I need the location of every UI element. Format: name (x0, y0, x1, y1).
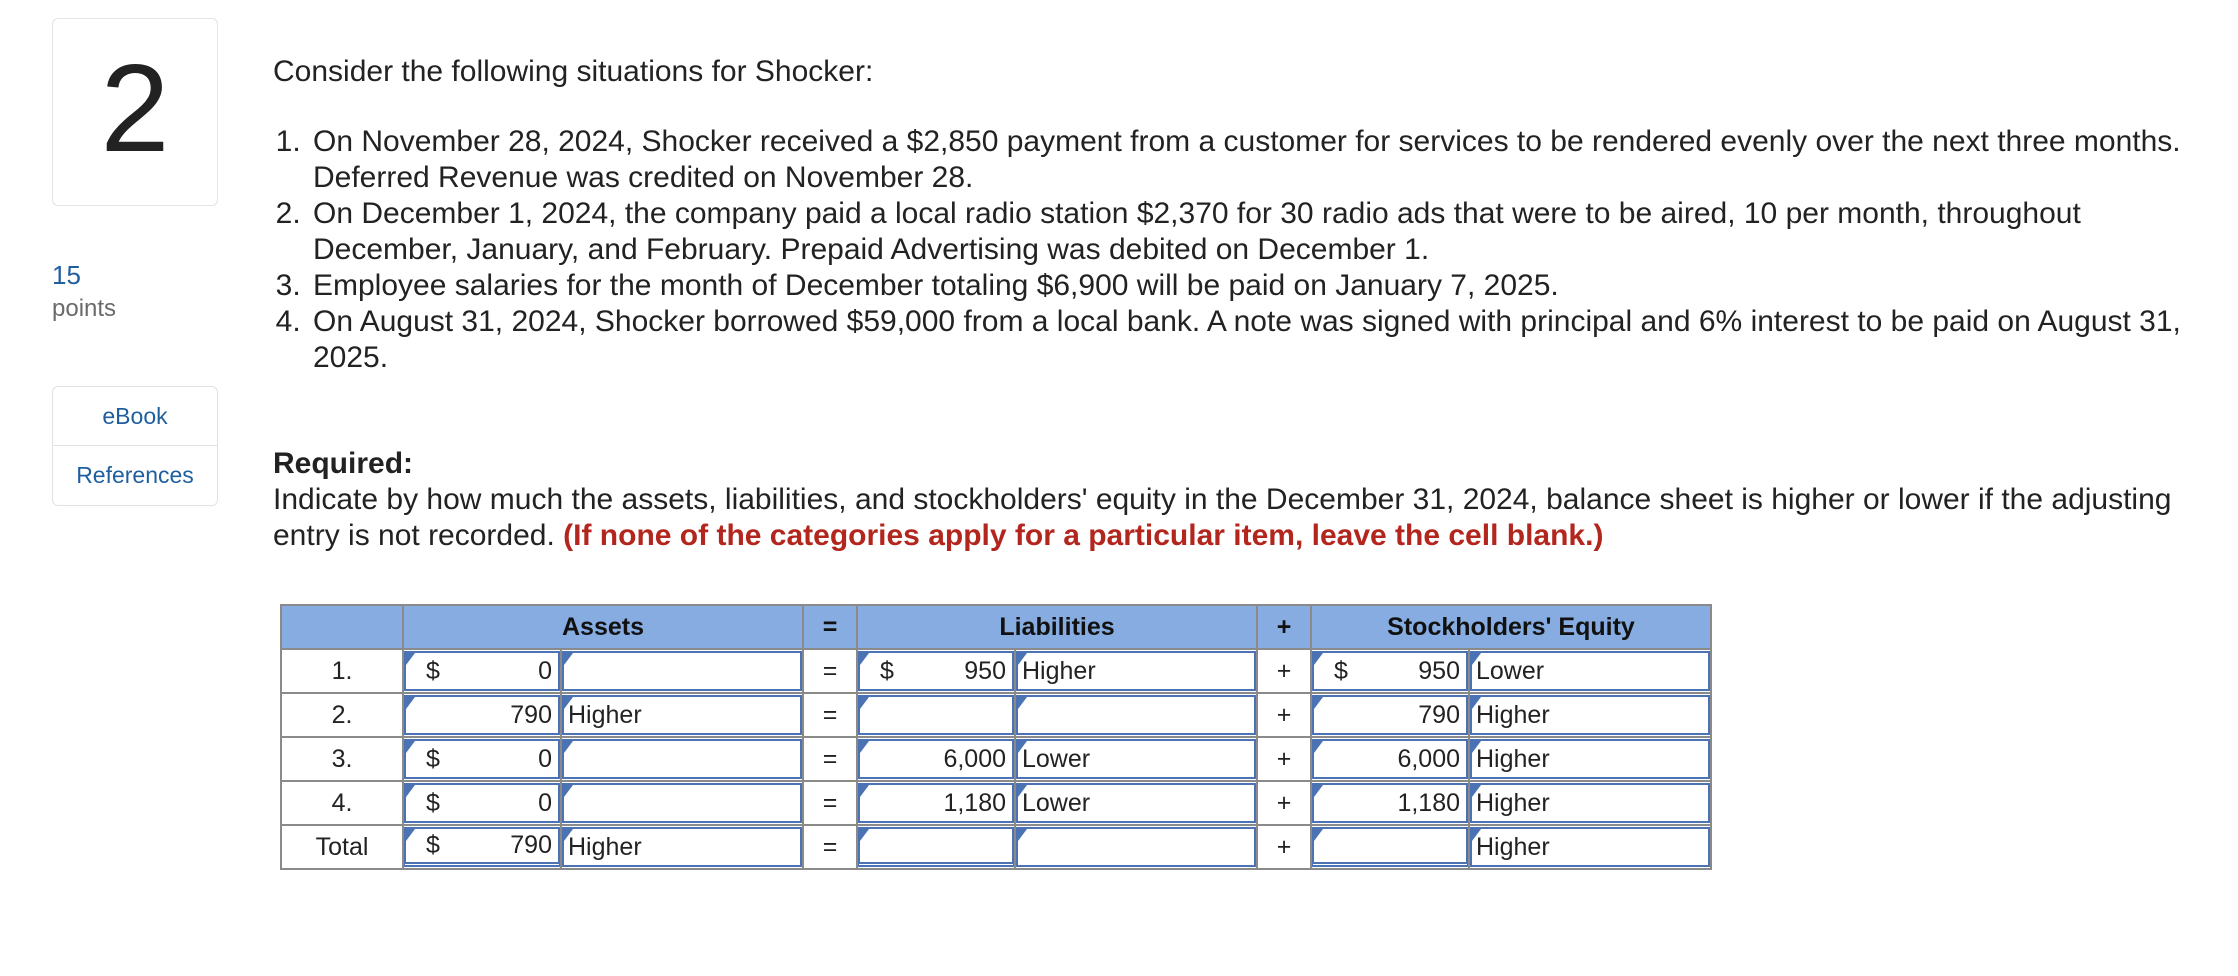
plus-sign: + (1257, 825, 1311, 869)
question-body (273, 54, 2203, 376)
required-instructions (273, 482, 2203, 554)
plus-sign: + (1257, 781, 1311, 825)
liabilities-amount-input[interactable] (858, 651, 1014, 691)
situation-item: 2. On December 1, 2024, the company paid a local radio station $2,370 for 30 radio ads that were to be aired, 10 per month, throughout December, January, and February. Prepaid Advertising was debited on December 1. (309, 196, 2203, 268)
equals-sign: = (803, 781, 857, 825)
required-title: Required: (273, 447, 414, 480)
liabilities-direction-select[interactable] (1016, 651, 1256, 691)
plus-sign: + (1257, 737, 1311, 781)
liabilities-direction-value: Higher (1022, 656, 1096, 685)
assets-amount-input[interactable] (404, 695, 560, 735)
liabilities-amount-cell (857, 737, 1015, 781)
situation-item: 3. Employee salaries for the month of December totaling $6,900 will be paid on January 7, 2025. (309, 268, 2203, 304)
liabilities-direction-select[interactable] (1016, 695, 1256, 735)
references-link[interactable]: References (53, 445, 217, 504)
assets-amount-input[interactable] (404, 827, 560, 867)
assets-amount-cell (403, 737, 561, 781)
equity-amount-cell (1311, 781, 1469, 825)
liabilities-amount-cell (857, 825, 1015, 869)
assets-amount-cell (403, 825, 561, 869)
header-label-blank (281, 605, 403, 649)
equity-direction-select[interactable] (1470, 739, 1710, 779)
assets-amount-input[interactable] (404, 739, 560, 779)
liabilities-direction-value: Lower (1022, 788, 1091, 817)
liabilities-amount-value: 950 (964, 656, 1006, 685)
liabilities-direction-select[interactable] (1016, 739, 1256, 779)
liabilities-amount-value: 6,000 (943, 744, 1006, 773)
currency-symbol: $ (1334, 656, 1348, 685)
equals-sign: = (803, 825, 857, 869)
assets-direction-select[interactable] (562, 651, 802, 691)
liabilities-amount-input[interactable] (858, 783, 1014, 823)
header-liabilities: Liabilities (857, 605, 1257, 649)
required-text: Indicate by how much the assets, liabilities, and stockholders' equity in the December 31, 2024, balance sheet is higher or lower if the adjusting entry is not recorded. (273, 483, 2172, 552)
equals-sign: = (803, 649, 857, 693)
table-row (281, 737, 1711, 781)
equity-direction-select[interactable] (1470, 651, 1710, 691)
plus-sign: + (1257, 693, 1311, 737)
equity-direction-value: Higher (1476, 700, 1550, 729)
equity-amount-cell (1311, 737, 1469, 781)
assets-amount-input[interactable] (404, 783, 560, 823)
required-note: (If none of the categories apply for a particular item, leave the cell blank.) (563, 519, 1604, 552)
equity-direction-value: Higher (1476, 832, 1550, 861)
equity-amount-value: 790 (1418, 700, 1460, 729)
equity-amount-cell (1311, 825, 1469, 869)
row-label: 4. (281, 781, 403, 825)
row-label: 3. (281, 737, 403, 781)
currency-symbol: $ (880, 656, 894, 685)
equity-amount-input[interactable] (1312, 651, 1468, 691)
equity-amount-cell (1311, 649, 1469, 693)
row-label: Total (281, 825, 403, 869)
equity-amount-value: 1,180 (1397, 788, 1460, 817)
equity-direction-value: Higher (1476, 744, 1550, 773)
equity-direction-select[interactable] (1470, 783, 1710, 823)
assets-direction-select[interactable] (562, 783, 802, 823)
ebook-link[interactable]: eBook (102, 402, 168, 429)
assets-amount-input[interactable] (404, 651, 560, 691)
assets-direction-cell (561, 825, 803, 869)
liabilities-amount-input[interactable] (858, 695, 1014, 735)
assets-direction-cell (561, 737, 803, 781)
situations-list (273, 124, 2203, 376)
question-number: 2 (100, 40, 170, 178)
answer-table (280, 604, 1712, 870)
equity-direction-cell (1469, 693, 1711, 737)
equals-sign: = (803, 737, 857, 781)
currency-symbol: $ (426, 656, 440, 685)
question-intro: Consider the following situations for Shocker: (273, 55, 874, 88)
equity-direction-select[interactable] (1470, 827, 1710, 867)
equity-direction-select[interactable] (1470, 695, 1710, 735)
assets-direction-cell (561, 649, 803, 693)
assets-amount-value: 0 (538, 788, 552, 817)
equity-direction-cell (1469, 737, 1711, 781)
liabilities-direction-cell (1015, 737, 1257, 781)
liabilities-amount-cell (857, 781, 1015, 825)
assets-amount-value: 790 (510, 831, 552, 859)
assets-amount-cell (403, 781, 561, 825)
table-row (281, 693, 1711, 737)
row-label: 1. (281, 649, 403, 693)
assets-direction-cell (561, 693, 803, 737)
table-row (281, 649, 1711, 693)
equity-amount-input[interactable] (1312, 739, 1468, 779)
equity-amount-input[interactable] (1312, 783, 1468, 823)
equity-amount-value: 6,000 (1397, 744, 1460, 773)
equity-direction-value: Higher (1476, 788, 1550, 817)
required-section (273, 446, 2203, 554)
liabilities-direction-value: Lower (1022, 744, 1091, 773)
assets-direction-select[interactable] (562, 827, 802, 867)
assets-direction-value: Higher (568, 832, 642, 861)
question-number-box (52, 18, 218, 206)
assets-amount-value: 0 (538, 656, 552, 685)
liabilities-direction-cell (1015, 825, 1257, 869)
header-equals: = (803, 605, 857, 649)
liabilities-amount-input[interactable] (858, 739, 1014, 779)
equity-direction-value: Lower (1476, 656, 1545, 685)
liabilities-direction-cell (1015, 693, 1257, 737)
equity-direction-cell (1469, 781, 1711, 825)
header-assets: Assets (403, 605, 803, 649)
currency-symbol: $ (426, 831, 440, 859)
equity-direction-cell (1469, 825, 1711, 869)
liabilities-amount-input[interactable] (858, 827, 1014, 867)
equity-amount-value: 950 (1418, 656, 1460, 685)
plus-sign: + (1257, 649, 1311, 693)
resource-links (52, 386, 218, 506)
liabilities-direction-cell (1015, 649, 1257, 693)
equals-sign: = (803, 693, 857, 737)
liabilities-direction-cell (1015, 781, 1257, 825)
equity-amount-cell (1311, 693, 1469, 737)
assets-direction-cell (561, 781, 803, 825)
assets-direction-select[interactable] (562, 695, 802, 735)
currency-symbol: $ (426, 744, 440, 773)
row-label: 2. (281, 693, 403, 737)
equity-direction-cell (1469, 649, 1711, 693)
situation-item: 1. On November 28, 2024, Shocker received a $2,850 payment from a customer for services to be rendered evenly over the next three months. Deferred Revenue was credited on November 28. (309, 124, 2203, 196)
table-header-row (281, 605, 1711, 649)
assets-direction-value: Higher (568, 700, 642, 729)
assets-amount-value: 0 (538, 744, 552, 773)
table-row (281, 781, 1711, 825)
total-row (281, 825, 1711, 869)
equity-amount-input[interactable] (1312, 827, 1468, 867)
assets-amount-cell (403, 693, 561, 737)
liabilities-amount-cell (857, 693, 1015, 737)
liabilities-direction-select[interactable] (1016, 783, 1256, 823)
assets-amount-cell (403, 649, 561, 693)
currency-symbol: $ (426, 788, 440, 817)
assets-amount-value: 790 (510, 700, 552, 729)
points-label: points (52, 295, 117, 322)
points-value: 15 (52, 260, 81, 290)
liabilities-amount-cell (857, 649, 1015, 693)
assets-direction-select[interactable] (562, 739, 802, 779)
header-equity: Stockholders' Equity (1311, 605, 1711, 649)
header-plus: + (1257, 605, 1311, 649)
situation-item: 4. On August 31, 2024, Shocker borrowed $59,000 from a local bank. A note was signed with principal and 6% interest to be paid on August 31, 2025. (309, 304, 2203, 376)
equity-amount-input[interactable] (1312, 695, 1468, 735)
liabilities-direction-select[interactable] (1016, 827, 1256, 867)
liabilities-amount-value: 1,180 (943, 788, 1006, 817)
